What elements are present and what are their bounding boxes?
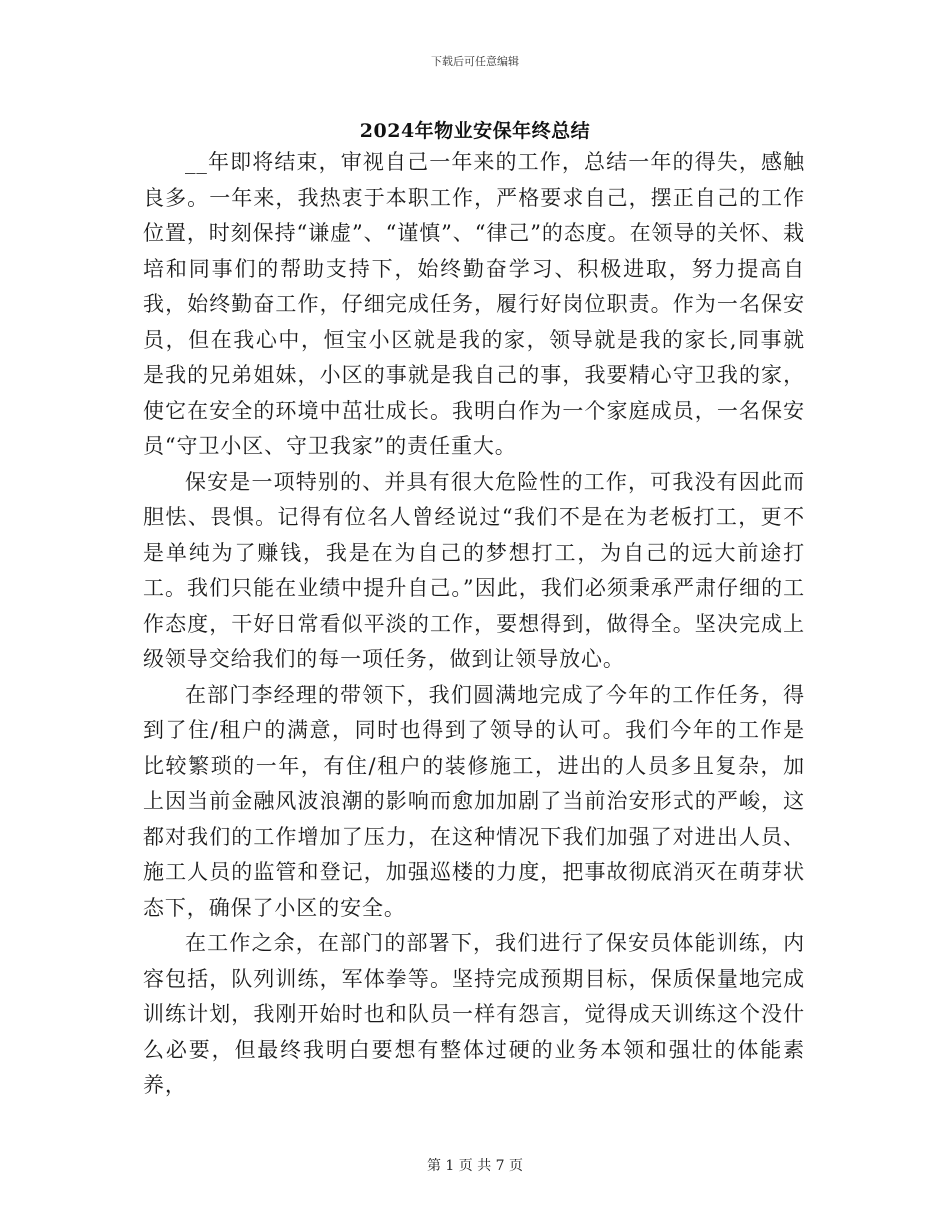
document-title: 2024年物业安保年终总结 (359, 120, 591, 142)
document-body (143, 145, 805, 1104)
page-number: 第 1 页 共 7 页 (426, 1158, 524, 1174)
paragraph-1: __年即将结束，审视自己一年来的工作，总结一年的得失，感触良多。一年来，我热衷于本职工作，严格要求自己，摆正自己的工作位置，时刻保持“谦虚”、“谨慎”、“律己”的态度。在领导的关怀、栽培和同事们的帮助支持下，始终勤奋学习、积极进取，努力提高自我，始终勤奋工作，仔细完成任务，履行好岗位职责。作为一名保安员，但在我心中，恒宝小区就是我的家，领导就是我的家长,同事就是我的兄弟姐妹，小区的事就是我自己的事，我要精心守卫我的家，使它在安全的环境中茁壮成长。我明白作为一个家庭成员，一名保安员“守卫小区、守卫我家”的责任重大。 (143, 150, 805, 458)
header-note: 下载后可任意编辑 (431, 55, 519, 68)
paragraph-3: 在部门李经理的带领下，我们圆满地完成了今年的工作任务，得到了住/租户的满意，同时也得到了领导的认可。我们今年的工作是比较繁琐的一年，有住/租户的装修施工，进出的人员多且复杂，加上因当前金融风波浪潮的影响而愈加加剧了当前治安形式的严峻，这都对我们的工作增加了压力，在这种情况下我们加强了对进出人员、施工人员的监管和登记，加强巡楼的力度，把事故彻底消灭在萌芽状态下，确保了小区的安全。 (143, 682, 805, 920)
paragraph-4: 在工作之余，在部门的部署下，我们进行了保安员体能训练，内容包括，队列训练，军体拳等。坚持完成预期目标，保质保量地完成训练计划，我刚开始时也和队员一样有怨言，觉得成天训练这个没什么必要，但最终我明白要想有整体过硬的业务本领和强壮的体能素养， (143, 931, 805, 1097)
paragraph-2: 保安是一项特别的、并具有很大危险性的工作，可我没有因此而胆怯、畏惧。记得有位名人曾经说过“我们不是在为老板打工，更不是单纯为了赚钱，我是在为自己的梦想打工，为自己的远大前途打工。我们只能在业绩中提升自己。”因此，我们必须秉承严肃仔细的工作态度，干好日常看似平淡的工作，要想得到，做得全。坚决完成上级领导交给我们的每一项任务，做到让领导放心。 (143, 469, 805, 671)
